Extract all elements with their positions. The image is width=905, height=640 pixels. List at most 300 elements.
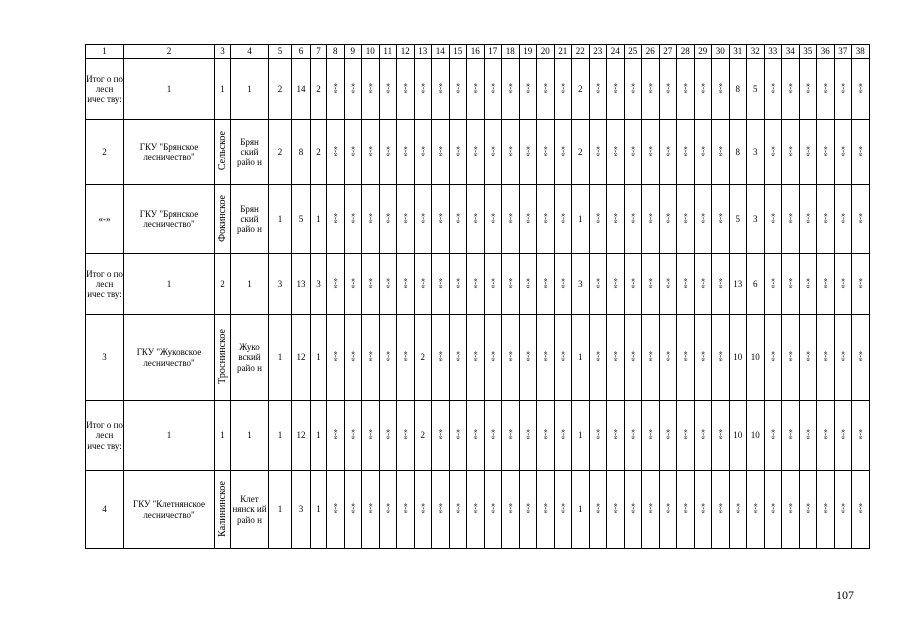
table-cell [607,471,625,549]
table-cell [554,401,572,471]
empty-dash: «-» [681,212,691,224]
empty-dash: «-» [611,503,621,514]
empty-dash: «-» [716,429,726,440]
table-cell: 2 [572,59,590,120]
table-cell [362,59,380,120]
column-header: 29 [694,45,712,59]
table-cell [712,59,730,120]
page-number: 107 [836,588,854,602]
column-header: 30 [712,45,730,59]
table-cell [799,315,817,401]
table-cell: 1 [311,185,327,254]
empty-dash: «-» [436,212,446,224]
table-cell [379,401,397,471]
empty-dash: «-» [611,351,621,362]
table-cell: 1 [311,315,327,401]
empty-dash: «-» [594,82,604,94]
table-cell: Итог о по лесн ичес тву: [86,401,124,471]
table-cell: 3 [292,471,311,549]
empty-dash: «-» [734,503,744,514]
table-cell: 1 [269,185,292,254]
table-cell: Итог о по лесн ичес тву: [86,59,124,120]
empty-dash: «-» [559,82,569,94]
table-cell [362,254,380,315]
empty-dash: «-» [524,503,534,514]
empty-dash: «-» [839,503,849,514]
table-cell [484,254,502,315]
empty-dash: «-» [646,351,656,362]
column-header: 26 [642,45,660,59]
empty-dash: «-» [804,277,814,289]
table-cell [502,120,520,185]
table-cell: 1 [215,59,231,120]
empty-dash: «-» [611,429,621,440]
table-cell [764,471,782,549]
table-cell: ГКУ "Брянское лесничество" [124,185,215,254]
table-cell [502,315,520,401]
column-header: 32 [747,45,765,59]
empty-dash: «-» [856,429,866,440]
table-cell [659,401,677,471]
municipality-label: Фокинское [216,194,228,242]
table-cell [834,471,852,549]
table-cell [432,120,450,185]
table-cell [397,315,415,401]
empty-dash: «-» [839,212,849,224]
empty-dash: «-» [821,212,831,224]
table-cell [467,185,485,254]
empty-dash: «-» [384,277,394,289]
table-cell [694,120,712,185]
table-cell [502,401,520,471]
table-cell [362,315,380,401]
table-cell: 1 [231,254,269,315]
table-cell: 1 [269,401,292,471]
table-cell [607,315,625,401]
table-cell [782,185,800,254]
empty-dash: «-» [559,277,569,289]
table-cell [677,401,695,471]
table-cell [519,401,537,471]
table-cell [467,401,485,471]
table-cell: ГКУ "Брянское лесничество" [124,120,215,185]
table-cell [432,401,450,471]
table-cell [799,185,817,254]
table-cell [677,185,695,254]
empty-dash: «-» [349,351,359,362]
empty-dash: «-» [769,429,779,440]
column-header: 6 [292,45,311,59]
table-cell [554,254,572,315]
table-cell: 2 [269,120,292,185]
column-header: 11 [379,45,397,59]
empty-dash: «-» [384,503,394,514]
table-cell: 13 [729,254,747,315]
table-cell: 1 [572,315,590,401]
table-cell [799,471,817,549]
empty-dash: «-» [786,503,796,514]
empty-dash: «-» [366,82,376,94]
empty-dash: «-» [384,351,394,362]
empty-dash: «-» [629,277,639,289]
table-cell [712,185,730,254]
table-cell: 8 [729,59,747,120]
table-cell [799,59,817,120]
empty-dash: «-» [366,351,376,362]
empty-dash: «-» [384,145,394,157]
empty-dash: «-» [664,212,674,224]
empty-dash: «-» [454,145,464,157]
table-cell: 1 [124,59,215,120]
empty-dash: «-» [629,503,639,514]
empty-dash: «-» [524,145,534,157]
empty-dash: «-» [559,145,569,157]
empty-dash: «-» [436,503,446,514]
table-cell: 2 [86,120,124,185]
table-cell [642,471,660,549]
column-header: 19 [519,45,537,59]
table-cell [432,185,450,254]
empty-dash: «-» [559,429,569,440]
table-cell [834,254,852,315]
column-header: 18 [502,45,520,59]
empty-dash: «-» [699,503,709,514]
empty-dash: «-» [419,277,429,289]
empty-dash: «-» [331,277,341,289]
table-cell [344,120,362,185]
empty-dash: «-» [524,277,534,289]
table-cell [414,59,432,120]
table-cell [215,185,231,254]
table-cell: Клет нянск ий райо н [231,471,269,549]
table-cell [449,59,467,120]
table-cell [589,471,607,549]
table-cell [817,185,835,254]
empty-dash: «-» [506,503,516,514]
table-cell [484,59,502,120]
empty-dash: «-» [366,429,376,440]
empty-dash: «-» [471,277,481,289]
table-cell: 1 [572,471,590,549]
empty-dash: «-» [804,145,814,157]
empty-dash: «-» [506,145,516,157]
table-cell: 2 [311,120,327,185]
table-cell [694,185,712,254]
empty-dash: «-» [786,351,796,362]
empty-dash: «-» [489,351,499,362]
empty-dash: «-» [366,145,376,157]
table-cell [677,120,695,185]
empty-dash: «-» [559,212,569,224]
empty-dash: «-» [786,82,796,94]
empty-dash: «-» [786,145,796,157]
table-cell: Итог о по лесн ичес тву: [86,254,124,315]
column-header: 2 [124,45,215,59]
empty-dash: «-» [769,503,779,514]
empty-dash: «-» [821,82,831,94]
empty-dash: «-» [471,145,481,157]
table-cell [344,185,362,254]
table-cell [537,254,555,315]
table-cell [362,401,380,471]
empty-dash: «-» [821,503,831,514]
table-cell [817,120,835,185]
table-cell [519,120,537,185]
table-cell [519,254,537,315]
table-cell [344,471,362,549]
empty-dash: «-» [681,145,691,157]
table-cell: 2 [414,315,432,401]
table-cell: 10 [729,401,747,471]
empty-dash: «-» [436,351,446,362]
column-header: 23 [589,45,607,59]
empty-dash: «-» [716,503,726,514]
empty-dash: «-» [489,503,499,514]
table-cell [554,315,572,401]
table-cell: 8 [729,120,747,185]
empty-dash: «-» [629,212,639,224]
table-cell [642,315,660,401]
empty-dash: «-» [664,503,674,514]
table-row [86,59,887,120]
column-header: 27 [659,45,677,59]
empty-dash: «-» [821,277,831,289]
table-cell [607,59,625,120]
table-cell [519,315,537,401]
table-cell: 2 [215,254,231,315]
table-cell [694,401,712,471]
table-cell [554,185,572,254]
table-cell [624,254,642,315]
table-cell [467,315,485,401]
empty-dash: «-» [541,212,551,224]
table-cell [782,315,800,401]
empty-dash: «-» [524,351,534,362]
empty-dash: «-» [401,277,411,289]
table-cell [344,59,362,120]
table-cell [484,401,502,471]
empty-dash: «-» [454,212,464,224]
table-cell [397,401,415,471]
table-cell [414,254,432,315]
table-cell [624,401,642,471]
empty-dash: «-» [349,429,359,440]
table-cell [694,254,712,315]
empty-dash: «-» [681,503,691,514]
column-header: 37 [834,45,852,59]
table-cell [834,185,852,254]
table-cell: 1 [124,401,215,471]
table-cell [379,315,397,401]
empty-dash: «-» [699,82,709,94]
table-cell [817,254,835,315]
table-cell [344,315,362,401]
empty-dash: «-» [506,277,516,289]
table-cell [432,59,450,120]
table-cell [449,185,467,254]
empty-dash: «-» [559,351,569,362]
empty-dash: «-» [786,212,796,224]
table-cell [449,315,467,401]
empty-dash: «-» [384,429,394,440]
table-cell [624,120,642,185]
table-cell: 1 [269,471,292,549]
empty-dash: «-» [716,82,726,94]
empty-dash: «-» [699,212,709,224]
table-cell [414,120,432,185]
table-cell [327,315,345,401]
table-cell: 10 [729,315,747,401]
table-cell: 2 [414,401,432,471]
empty-dash: «-» [839,277,849,289]
empty-dash: «-» [524,212,534,224]
empty-dash: «-» [541,429,551,440]
table-cell [607,185,625,254]
table-cell [642,59,660,120]
empty-dash: «-» [681,82,691,94]
empty-dash: «-» [594,212,604,224]
table-cell [519,471,537,549]
column-header: 21 [554,45,572,59]
table-cell [852,254,870,315]
empty-dash: «-» [839,351,849,362]
empty-dash: «-» [419,82,429,94]
table-cell [379,185,397,254]
empty-dash: «-» [856,351,866,362]
table-cell: 14 [292,59,311,120]
table-cell [607,401,625,471]
empty-dash: «-» [401,145,411,157]
table-cell [554,59,572,120]
empty-dash: «-» [646,212,656,224]
empty-dash: «-» [646,277,656,289]
empty-dash: «-» [769,351,779,362]
table-cell [379,471,397,549]
table-cell [397,254,415,315]
empty-dash: «-» [471,503,481,514]
table-cell [834,59,852,120]
empty-dash: «-» [681,429,691,440]
empty-dash: «-» [594,351,604,362]
empty-dash: «-» [629,429,639,440]
table-row [86,185,887,254]
table-cell [397,59,415,120]
empty-dash: «-» [769,145,779,157]
table-cell [379,120,397,185]
table-cell [852,471,870,549]
table-cell [215,471,231,549]
table-cell [449,254,467,315]
table-cell [677,59,695,120]
column-header: 5 [269,45,292,59]
table-cell [589,401,607,471]
table-cell [852,401,870,471]
empty-dash: «-» [349,503,359,514]
empty-dash: «-» [419,503,429,514]
empty-dash: «-» [769,82,779,94]
column-header: 28 [677,45,695,59]
table-cell [694,471,712,549]
table-cell [327,120,345,185]
table-cell [537,59,555,120]
table-cell [362,120,380,185]
table-cell [449,471,467,549]
column-header: 9 [344,45,362,59]
table-cell [712,254,730,315]
empty-dash: «-» [594,277,604,289]
table-cell [414,471,432,549]
table-cell [589,59,607,120]
empty-dash: «-» [349,145,359,157]
empty-dash: «-» [856,82,866,94]
empty-dash: «-» [489,212,499,224]
empty-dash: «-» [506,429,516,440]
table-cell [215,315,231,401]
empty-dash: «-» [349,277,359,289]
table-cell: 1 [215,401,231,471]
table-cell [817,401,835,471]
column-header: 34 [782,45,800,59]
empty-dash: «-» [436,429,446,440]
column-header: 22 [572,45,590,59]
column-header: 3 [215,45,231,59]
empty-dash: «-» [751,503,761,514]
empty-dash: «-» [821,351,831,362]
column-header: 12 [397,45,415,59]
table-cell: 4 [86,471,124,549]
empty-dash: «-» [331,429,341,440]
forestry-table [85,44,887,549]
empty-dash: «-» [541,145,551,157]
table-cell [712,315,730,401]
table-cell [659,471,677,549]
table-cell [817,315,835,401]
table-cell [379,254,397,315]
table-cell [379,59,397,120]
empty-dash: «-» [489,82,499,94]
empty-dash: «-» [856,212,866,224]
empty-dash: «-» [629,82,639,94]
empty-dash: «-» [646,503,656,514]
empty-dash: «-» [664,429,674,440]
table-cell [782,401,800,471]
column-header: 24 [607,45,625,59]
column-header: 1 [86,45,124,59]
table-row [86,315,887,401]
empty-dash: «-» [471,212,481,224]
empty-dash: «-» [856,277,866,289]
empty-dash: «-» [489,277,499,289]
table-cell [589,254,607,315]
table-cell [467,120,485,185]
table-cell [764,120,782,185]
table-cell: Брян ский райо н [231,120,269,185]
table-cell [782,471,800,549]
table-cell: ГКУ "Клетнянское лесничество" [124,471,215,549]
table-cell: 1 [311,471,327,549]
empty-dash: «-» [541,351,551,362]
empty-dash: «-» [629,351,639,362]
table-cell [764,401,782,471]
empty-dash: «-» [436,145,446,157]
empty-dash: «-» [436,277,446,289]
table-cell [502,59,520,120]
table-cell: ГКУ "Жуковское лесничество" [124,315,215,401]
empty-dash: «-» [856,503,866,514]
table-cell [502,471,520,549]
empty-dash: «-» [786,429,796,440]
table-cell [467,254,485,315]
